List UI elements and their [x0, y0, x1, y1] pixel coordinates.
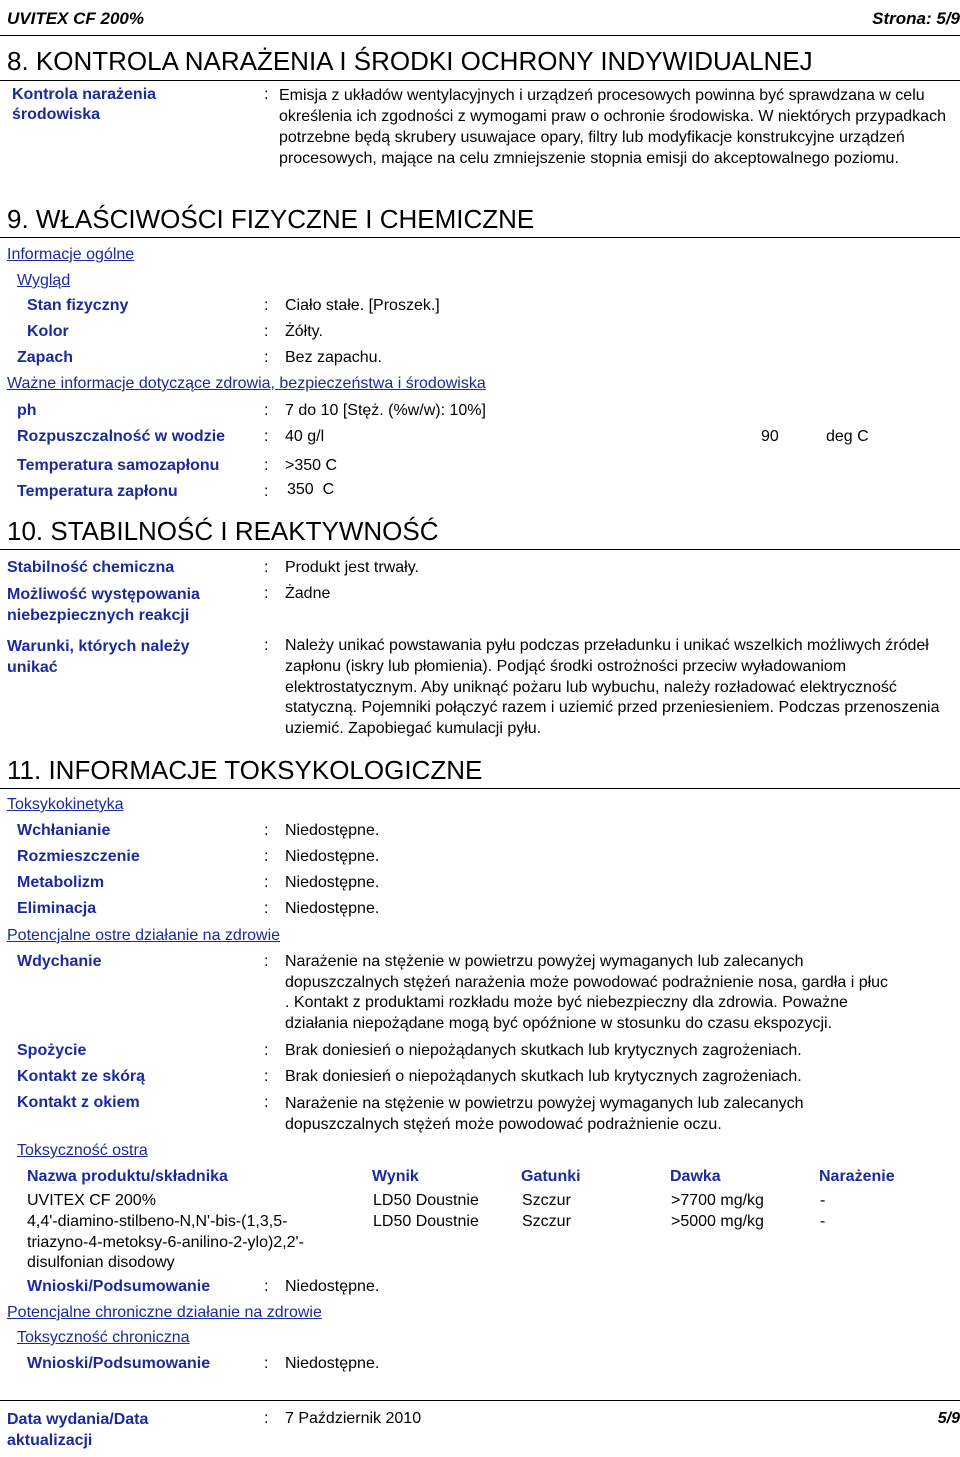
colon: :: [264, 559, 269, 576]
ingestion-label: Spożycie: [17, 1042, 87, 1059]
ph-label: ph: [17, 402, 37, 419]
metabolism-value: Niedostępne.: [285, 874, 380, 891]
colon: :: [264, 822, 269, 839]
table-header-product: Nazwa produktu/składnika: [27, 1168, 228, 1185]
acute-effects-heading: Potencjalne ostre działanie na zdrowie: [7, 927, 281, 944]
colon: :: [264, 900, 269, 917]
table-row-2-product: 4,4'-diamino-stilbeno-N,N'-bis-(1,3,5-triazyno-4-metoksy-6-anilino-2-ylo)2,2'-disulfonian disodowy: [27, 1213, 304, 1271]
colon: :: [264, 874, 269, 891]
autoignition-value: >350 C: [285, 457, 338, 474]
colon: :: [264, 637, 269, 654]
header-product: UVITEX CF 200%: [7, 9, 144, 28]
table-row-1-exposure: -: [820, 1192, 826, 1209]
colon: :: [264, 1410, 269, 1427]
section-8-title: 8. KONTROLA NARAŻENIA I ŚRODKI OCHRONY INDYWIDUALNEJ: [7, 46, 813, 76]
colon: :: [264, 297, 269, 314]
colon: :: [264, 1278, 269, 1295]
chemical-stability-value: Produkt jest trwały.: [285, 559, 419, 576]
colon: :: [264, 953, 269, 970]
section-9-title: 9. WŁAŚCIWOŚCI FIZYCZNE I CHEMICZNE: [7, 204, 535, 234]
eye-contact-value: Narażenie na stężenie w powietrzu powyżej wymaganych lub zalecanych dopuszczalnych stężeń może powodować podrażnienie oczu.: [285, 1095, 804, 1133]
table-row-1-product: UVITEX CF 200%: [27, 1192, 156, 1209]
header-divider: [0, 35, 960, 36]
colon: :: [264, 428, 269, 445]
odor-label: Zapach: [17, 349, 74, 366]
colon: :: [264, 349, 269, 366]
metabolism-label: Metabolizm: [17, 874, 105, 891]
hazardous-reactions-value: Żadne: [285, 585, 331, 602]
header-page-number: Strona: 5/9: [872, 9, 960, 28]
exposure-control-text: Emisja z układów wentylacyjnych i urządzeń procesowych powinna być sprawdzana w celu określenia ich zgodności z wymogami praw o ochronie środowiska. W niektórych przypadkach potrzebne będą skrubery usuwajace opary, filtry lub modyfikacje konstrukcyjne urządzeń procesowych, mające na celu zmniejszenie stopnia emisji do akceptowalnego poziomu.: [279, 87, 946, 167]
flash-point-label: Temperatura zapłonu: [17, 483, 178, 500]
colon: :: [264, 848, 269, 865]
colon: :: [264, 1042, 269, 1059]
inhalation-value-line: działania niepożądane mogą być opóźnione w stosunku do czasu ekspozycji.: [285, 1015, 833, 1032]
absorption-label: Wchłanianie: [17, 822, 111, 839]
chronic-toxicity-heading: Toksyczność chroniczna: [17, 1329, 190, 1346]
toxicokinetics-heading: Toksykokinetyka: [7, 796, 124, 813]
colon: :: [264, 585, 269, 602]
issue-date-value: 7 Październik 2010: [285, 1410, 422, 1427]
colon: :: [264, 1068, 269, 1085]
hazardous-reactions-label: Możliwość występowania niebezpiecznych reakcji: [7, 586, 200, 624]
conditions-to-avoid-value: Należy unikać powstawania pyłu podczas przeładunku i unikać wszelkich możliwych źródeł zapłonu (iskry lub płomienia). Podjąć środki ostrożności przeciw wyładowaniom elektrostatycznym. Aby uniknąć pożaru lub wybuchu, należy rozładować elektryczność statyczną. Pojemniki połączyć razem i uziemić przed przeniesieniem. Podczas przenoszenia uziemić. Zapobiegać kumulacji pyłu.: [285, 637, 940, 738]
table-row-1-result: LD50 Doustnie: [373, 1192, 479, 1209]
ph-value: 7 do 10 [Stęż. (%w/w): 10%]: [285, 402, 486, 419]
solubility-label: Rozpuszczalność w wodzie: [17, 428, 226, 445]
acute-conclusions-value: Niedostępne.: [285, 1278, 380, 1295]
inhalation-value-line: dopuszczalnych stężeń narażenia może powodować podrażnienie nosa, gardła i płuc: [285, 974, 889, 991]
section-9-divider: [0, 237, 960, 238]
colon: :: [264, 86, 269, 103]
distribution-label: Rozmieszczenie: [17, 848, 140, 865]
table-header-result: Wynik: [372, 1168, 419, 1185]
chemical-stability-label: Stabilność chemiczna: [7, 559, 175, 576]
section-8-divider: [0, 80, 960, 81]
chronic-conclusions-label: Wnioski/Podsumowanie: [27, 1355, 211, 1372]
chronic-effects-heading: Potencjalne chroniczne działanie na zdrowie: [7, 1304, 322, 1321]
inhalation-value-line: . Kontakt z produktami rozkładu może być niebezpieczny dla zdrowia. Poważne: [285, 994, 848, 1011]
table-row-2-species: Szczur: [522, 1213, 571, 1230]
table-header-exposure: Narażenie: [819, 1168, 895, 1185]
table-header-species: Gatunki: [521, 1168, 581, 1185]
section-11-divider: [0, 788, 960, 789]
footer-page-number: 5/9: [937, 1410, 960, 1427]
inhalation-label: Wdychanie: [17, 953, 102, 970]
chronic-conclusions-value: Niedostępne.: [285, 1355, 380, 1372]
solubility-temperature-unit: deg C: [826, 428, 869, 445]
table-row-2-result: LD50 Doustnie: [373, 1213, 479, 1230]
colon: :: [264, 323, 269, 340]
solubility-value: 40 g/l: [285, 428, 325, 445]
physical-state-label: Stan fizyczny: [27, 297, 129, 314]
absorption-value: Niedostępne.: [285, 822, 380, 839]
colon: :: [264, 483, 269, 500]
odor-value: Bez zapachu.: [285, 349, 382, 366]
conditions-to-avoid-label: Warunki, których należy unikać: [7, 638, 190, 676]
inhalation-value-line: Narażenie na stężenie w powietrzu powyżej wymaganych lub zalecanych: [285, 953, 804, 970]
elimination-label: Eliminacja: [17, 900, 97, 917]
table-row-1-species: Szczur: [522, 1192, 571, 1209]
footer-divider: [0, 1400, 960, 1401]
flash-point-value: 350 C: [287, 481, 335, 498]
table-row-2-dose: >5000 mg/kg: [671, 1213, 764, 1230]
table-row-2-exposure: -: [820, 1213, 826, 1230]
issue-date-label: Data wydania/Data aktualizacji: [7, 1411, 149, 1449]
distribution-value: Niedostępne.: [285, 848, 380, 865]
elimination-value: Niedostępne.: [285, 900, 380, 917]
colon: :: [264, 402, 269, 419]
autoignition-label: Temperatura samozapłonu: [17, 457, 220, 474]
table-header-dose: Dawka: [670, 1168, 721, 1185]
skin-contact-label: Kontakt ze skórą: [17, 1068, 146, 1085]
section-11-title: 11. INFORMACJE TOKSYKOLOGICZNE: [7, 755, 483, 785]
section-10-title: 10. STABILNOŚĆ I REAKTYWNOŚĆ: [7, 516, 439, 546]
appearance-heading: Wygląd: [17, 272, 71, 289]
exposure-control-label: Kontrola narażenia środowiska: [12, 86, 157, 123]
acute-conclusions-label: Wnioski/Podsumowanie: [27, 1278, 211, 1295]
color-label: Kolor: [27, 323, 69, 340]
solubility-temperature: 90: [761, 428, 779, 445]
colon: :: [264, 457, 269, 474]
skin-contact-value: Brak doniesień o niepożądanych skutkach lub krytycznych zagrożeniach.: [285, 1068, 802, 1085]
eye-contact-label: Kontakt z okiem: [17, 1094, 140, 1111]
section-10-divider: [0, 549, 960, 550]
table-row-1-dose: >7700 mg/kg: [671, 1192, 764, 1209]
physical-state-value: Ciało stałe. [Proszek.]: [285, 297, 440, 314]
acute-toxicity-heading: Toksyczność ostra: [17, 1142, 148, 1159]
ingestion-value: Brak doniesień o niepożądanych skutkach lub krytycznych zagrożeniach.: [285, 1042, 802, 1059]
general-info-heading: Informacje ogólne: [7, 246, 135, 263]
important-info-heading: Ważne informacje dotyczące zdrowia, bezpieczeństwa i środowiska: [7, 375, 486, 392]
color-value: Żółty.: [285, 323, 323, 340]
colon: :: [264, 1094, 269, 1111]
colon: :: [264, 1355, 269, 1372]
